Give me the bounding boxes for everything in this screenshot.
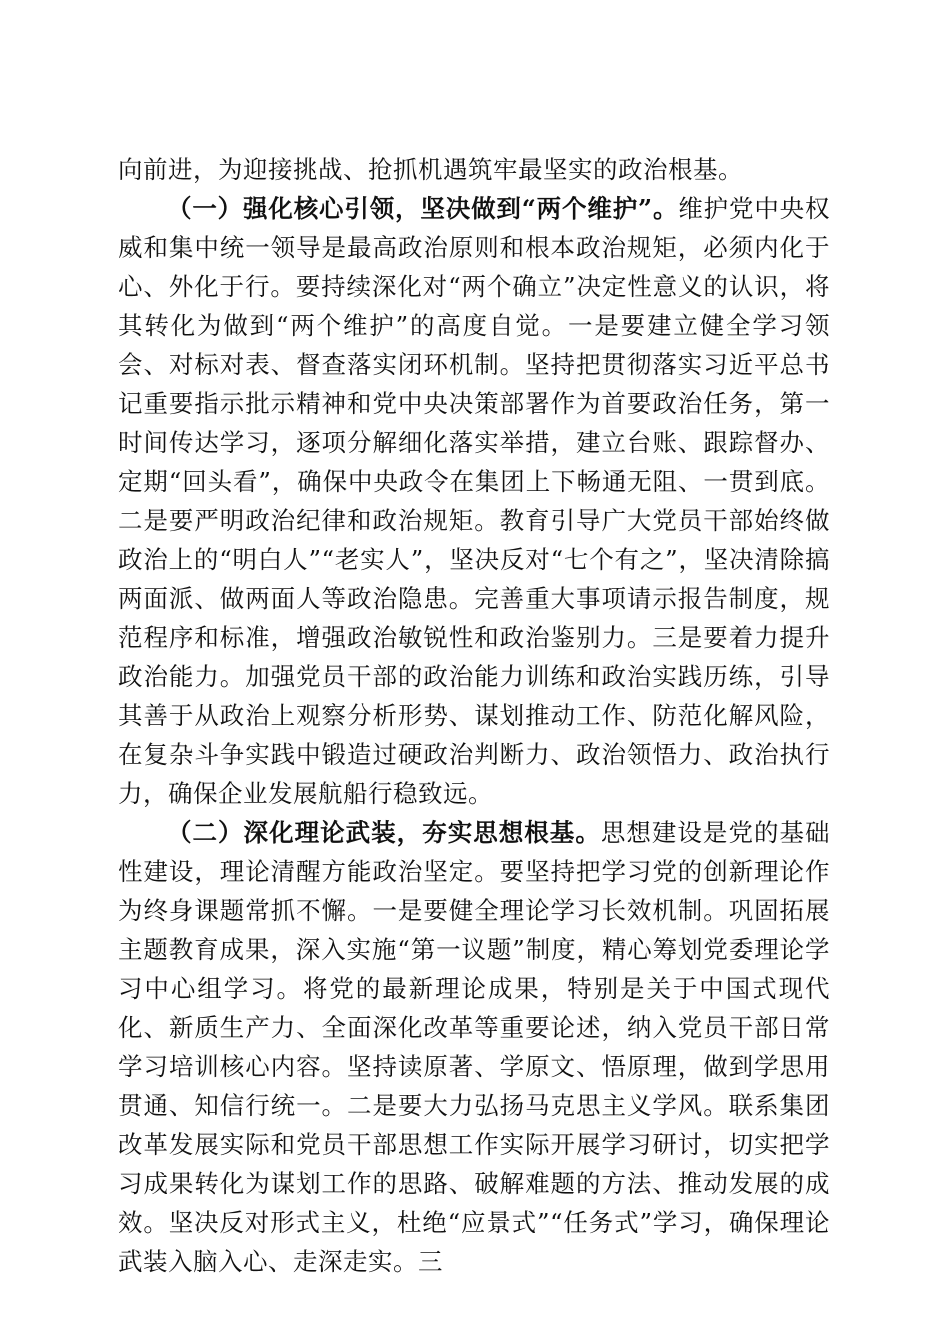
paragraph-body: 思想建设是党的基础性建设，理论清醒方能政治坚定。要坚持把学习党的创新理论作为终身课题常抓不懈。一是要健全理论学习长效机制。巩固拓展主题教育成果，深入实施“第一议题”制度，精心筹划党委理论学习中心组学习。将党的最新理论成果，特别是关于中国式现代化、新质生产力、全面深化改革等重要论述，纳入党员干部日常学习培训核心内容。坚持读原著、学原文、悟原理，做到学思用贯通、知信行统一。二是要大力弘扬马克思主义学风。联系集团改革发展实际和党员干部思想工作实际开展学习研讨，切实把学习成果转化为谋划工作的思路、破解难题的方法、推动发展的成效。坚决反对形式主义，杜绝“应景式”“任务式”学习，确保理论武装入脑入心、走深走实。三 <box>118 818 831 1276</box>
section-heading: （一）强化核心引领，坚决做到“两个维护”。 <box>167 194 679 223</box>
paragraph-body: 向前进，为迎接挑战、抢抓机遇筑牢最坚实的政治根基。 <box>118 155 743 184</box>
document-body <box>118 150 830 1281</box>
paragraph-section-2 <box>118 813 830 1281</box>
paragraph-body: 维护党中央权威和集中统一领导是最高政治原则和根本政治规矩，必须内化于心、外化于行。要持续深化对“两个确立”决定性意义的认识，将其转化为做到“两个维护”的高度自觉。一是要建立健全学习领会、对标对表、督查落实闭环机制。坚持把贯彻落实习近平总书记重要指示批示精神和党中央决策部署作为首要政治任务，第一时间传达学习，逐项分解细化落实举措，建立台账、跟踪督办、定期“回头看”，确保中央政令在集团上下畅通无阻、一贯到底。二是要严明政治纪律和政治规矩。教育引导广大党员干部始终做政治上的“明白人”“老实人”，坚决反对“七个有之”，坚决清除搞两面派、做两面人等政治隐患。完善重大事项请示报告制度，规范程序和标准，增强政治敏锐性和政治鉴别力。三是要着力提升政治能力。加强党员干部的政治能力训练和政治实践历练，引导其善于从政治上观察分析形势、谋划推动工作、防范化解风险，在复杂斗争实践中锻造过硬政治判断力、政治领悟力、政治执行力，确保企业发展航船行稳致远。 <box>118 194 831 808</box>
paragraph-continuation <box>118 150 830 189</box>
section-heading: （二）深化理论武装，夯实思想根基。 <box>167 818 601 847</box>
paragraph-section-1 <box>118 189 830 813</box>
